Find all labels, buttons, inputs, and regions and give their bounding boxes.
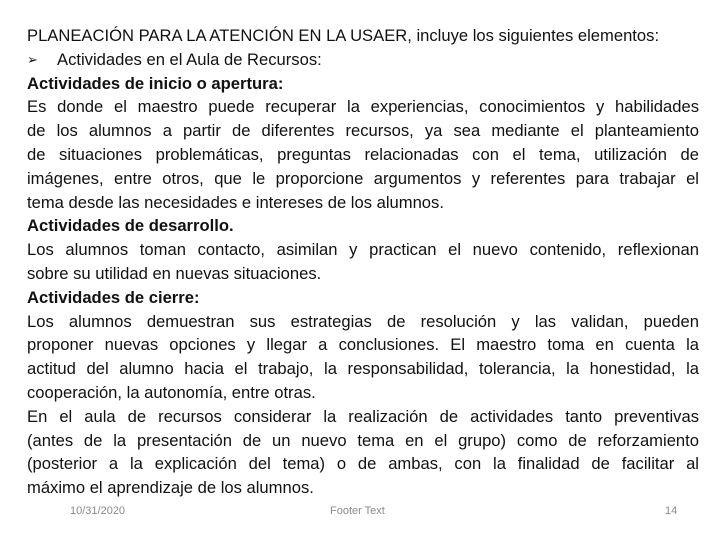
section-title-cierre: Actividades de cierre: [27, 287, 200, 307]
section-title-inicio: Actividades de inicio o apertura: [27, 73, 284, 93]
section-title-desarrollo: Actividades de desarrollo. [27, 216, 234, 236]
paragraph-line: tema desde las necesidades e intereses de los alumnos. [27, 192, 444, 212]
paragraph-line: imágenes, entre otros, que le proporcione argumentos y referentes para trabajar el [27, 168, 699, 188]
paragraph-line: máximo el aprendizaje de los alumnos. [27, 478, 314, 498]
paragraph-line: En el aula de recursos considerar la realización de actividades tanto preventivas [27, 406, 699, 426]
paragraph-line: actitud del alumno hacia el trabajo, la responsabilidad, tolerancia, la honestidad, la [27, 359, 699, 379]
footer-date: 10/31/2020 [70, 505, 126, 517]
footer-page-number: 14 [665, 505, 678, 517]
bullet-item [27, 48, 699, 72]
paragraph-line: Los alumnos demuestran sus estrategias de resolución y las validan, pueden [27, 311, 699, 331]
paragraph-line: de situaciones problemáticas, preguntas relacionadas con el tema, utilización de [27, 144, 699, 164]
paragraph-line: cooperación, la autonomía, entre otras. [27, 382, 316, 402]
slide-content [27, 24, 699, 500]
paragraph-line: (antes de la presentación de un nuevo tema en el grupo) como de reforzamiento [27, 430, 699, 450]
paragraph-line: Es donde el maestro puede recuperar la experiencias, conocimientos y habilidades [27, 97, 699, 117]
arrow-bullet-icon: ➢ [27, 51, 38, 67]
paragraph-line: de los alumnos a partir de diferentes recursos, ya sea mediante el planteamiento [27, 121, 699, 141]
paragraph-line: (posterior a la explicación del tema) o de ambas, con la finalidad de facilitar al [27, 454, 699, 474]
paragraph-line: proponer nuevas opciones y llegar a conclusiones. El maestro toma en cuenta la [27, 335, 699, 355]
paragraph-line: Los alumnos toman contacto, asimilan y practican el nuevo contenido, reflexionan [27, 240, 699, 260]
bullet-text: Actividades en el Aula de Recursos: [57, 49, 322, 69]
slide-heading: PLANEACIÓN PARA LA ATENCIÓN EN LA USAER, incluye los siguientes elementos: [27, 26, 660, 45]
paragraph-line: sobre su utilidad en nuevas situaciones. [27, 263, 322, 283]
footer-text: Footer Text [330, 505, 385, 517]
